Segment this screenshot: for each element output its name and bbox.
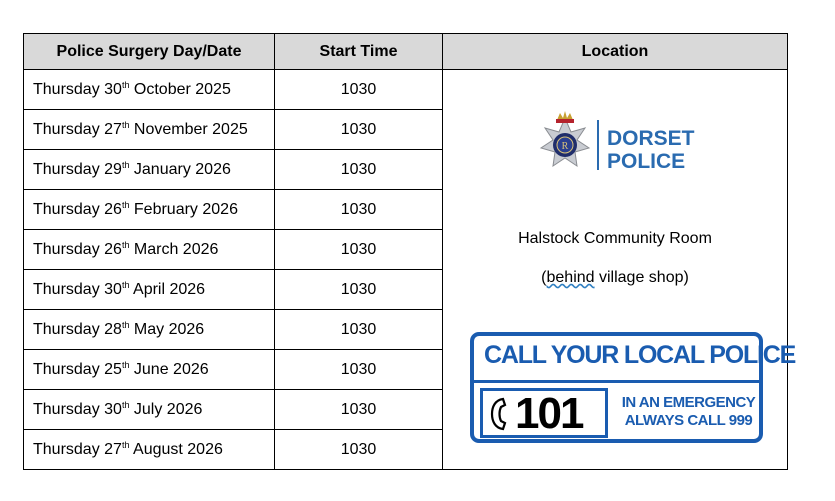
start-time-cell: 1030 [275, 190, 443, 230]
date-cell [24, 110, 275, 150]
header-start-time: Start Time [275, 34, 443, 70]
month-year: May 2026 [129, 320, 205, 338]
dorset-police-logo [529, 110, 709, 180]
day: Thursday 30 [33, 280, 122, 298]
day: Thursday 29 [33, 160, 122, 178]
date-cell [24, 430, 275, 470]
non-emergency-number: 101 [515, 389, 583, 438]
ordinal-suffix: th [121, 79, 130, 90]
logo-line-1: DORSET [607, 127, 695, 150]
start-time-cell: 1030 [275, 350, 443, 390]
day: Thursday 25 [33, 360, 122, 378]
start-time-cell: 1030 [275, 270, 443, 310]
banner-divider [474, 380, 759, 383]
location-name: Halstock Community Room [518, 230, 712, 247]
month-year: July 2026 [129, 400, 203, 418]
header-location: Location [443, 34, 788, 70]
banner-headline: CALL YOUR LOCAL POLICE [484, 341, 796, 369]
start-time-cell: 1030 [275, 230, 443, 270]
call-101-banner [470, 332, 796, 443]
month-year: October 2025 [129, 80, 231, 98]
telephone-icon [489, 397, 509, 431]
surgery-schedule-table [23, 33, 796, 470]
day: Thursday 27 [33, 440, 122, 458]
month-year: February 2026 [129, 200, 238, 218]
month-year: August 2026 [129, 440, 223, 458]
start-time-cell: 1030 [275, 430, 443, 470]
date-cell [24, 230, 275, 270]
start-time-cell: 1030 [275, 150, 443, 190]
location-cell [443, 70, 796, 470]
ordinal-suffix: th [121, 359, 130, 370]
start-time-cell: 1030 [275, 310, 443, 350]
date-cell [24, 150, 275, 190]
date-cell [24, 390, 275, 430]
ordinal-suffix: th [121, 199, 130, 210]
location-note: (behind village shop) [541, 269, 689, 286]
table-row [24, 70, 788, 110]
logo-line-2: POLICE [607, 150, 686, 173]
month-year: March 2026 [129, 240, 219, 258]
start-time-cell: 1030 [275, 390, 443, 430]
date-cell [24, 310, 275, 350]
ordinal-suffix: th [121, 439, 130, 450]
date-cell [24, 190, 275, 230]
start-time-cell: 1030 [275, 110, 443, 150]
emergency-text: IN AN EMERGENCY ALWAYS CALL 999 [621, 394, 756, 429]
ordinal-suffix: th [121, 399, 130, 410]
ordinal-suffix: th [121, 159, 130, 170]
month-year: April 2026 [129, 280, 206, 298]
day: Thursday 26 [33, 200, 122, 218]
ordinal-suffix: th [121, 239, 130, 250]
month-year: January 2026 [129, 160, 231, 178]
day: Thursday 28 [33, 320, 122, 338]
day: Thursday 30 [33, 400, 122, 418]
ordinal-suffix: th [121, 119, 130, 130]
ordinal-suffix: th [121, 279, 130, 290]
header-date: Police Surgery Day/Date [24, 34, 275, 70]
svg-text:R: R [561, 141, 569, 152]
month-year: June 2026 [129, 360, 209, 378]
day: Thursday 26 [33, 240, 122, 258]
start-time-cell: 1030 [275, 70, 443, 110]
phone-number-box [480, 388, 608, 438]
month-year: November 2025 [129, 120, 248, 138]
day: Thursday 27 [33, 120, 122, 138]
date-cell [24, 270, 275, 310]
table-header-row [24, 34, 788, 70]
date-cell [24, 350, 275, 390]
dorset-police-crest-icon [541, 111, 589, 166]
date-cell [24, 70, 275, 110]
day: Thursday 30 [33, 80, 122, 98]
location-note-underlined-word: behind [546, 269, 595, 286]
ordinal-suffix: th [121, 319, 130, 330]
